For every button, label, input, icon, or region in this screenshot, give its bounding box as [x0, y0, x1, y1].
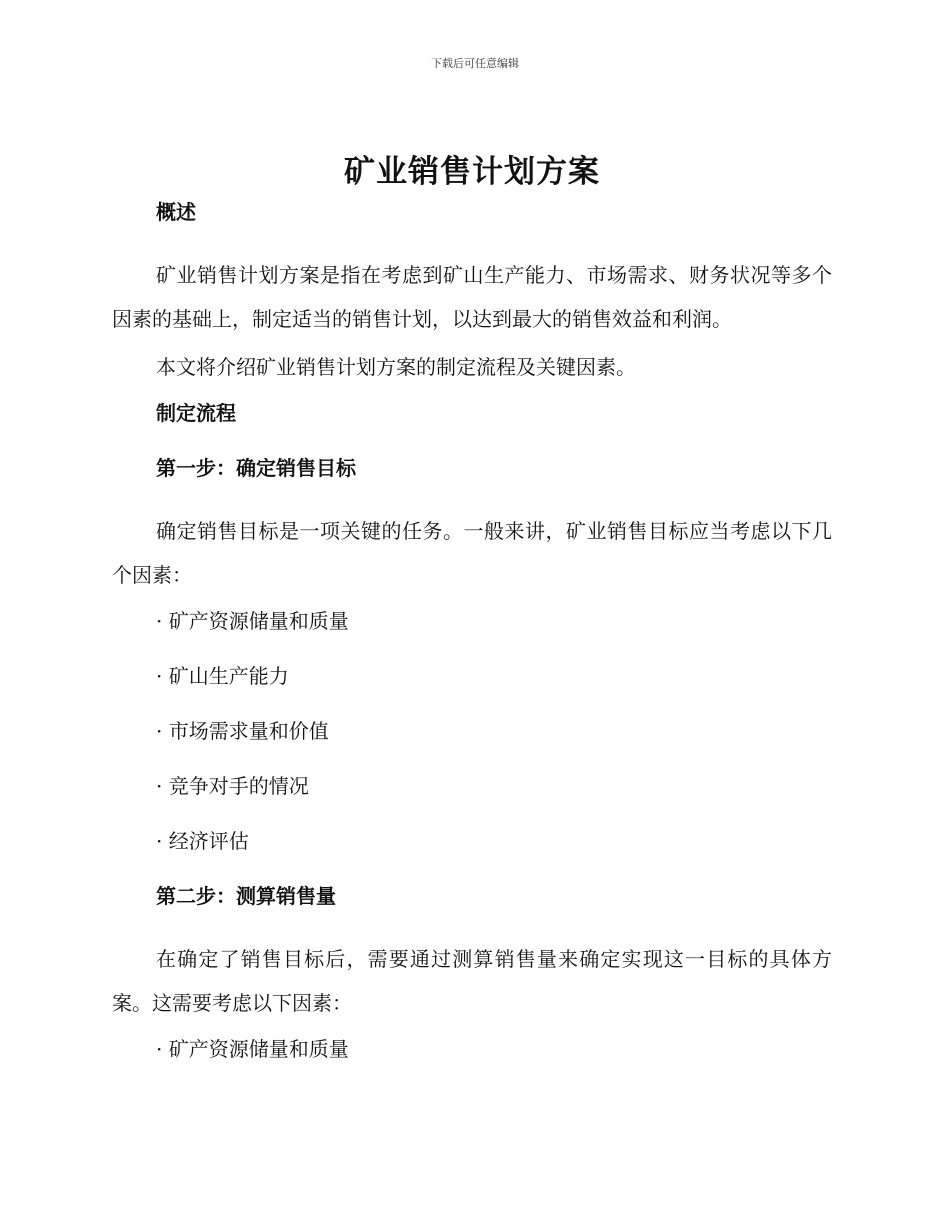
overview-paragraph-1: 矿业销售计划方案是指在考虑到矿山生产能力、市场需求、财务状况等多个因素的基础上，制定适当的销售计划，以达到最大的销售效益和利润。: [112, 263, 832, 331]
step1-bullet-2: · 矿山生产能力: [156, 664, 289, 688]
step1-bullet-5: · 经济评估: [156, 829, 249, 853]
step1-bullet-1: · 矿产资源储量和质量: [156, 609, 349, 633]
overview-heading: 概述: [156, 200, 196, 224]
step2-bullet-1: · 矿产资源储量和质量: [156, 1037, 349, 1061]
step1-paragraph: 确定销售目标是一项关键的任务。一般来讲，矿业销售目标应当考虑以下几个因素：: [112, 519, 832, 587]
step1-bullet-3: · 市场需求量和价值: [156, 719, 329, 743]
document-body: [112, 150, 832, 1090]
step2-heading: 第二步：测算销售量: [156, 884, 336, 908]
overview-paragraph-2: 本文将介绍矿业销售计划方案的制定流程及关键因素。: [156, 355, 636, 379]
document-title: 矿业销售计划方案: [344, 154, 600, 190]
step1-heading: 第一步：确定销售目标: [156, 456, 356, 480]
process-heading: 制定流程: [156, 401, 236, 425]
page-header-note: 下载后可任意编辑: [431, 57, 519, 70]
step2-paragraph: 在确定了销售目标后，需要通过测算销售量来确定实现这一目标的具体方案。这需要考虑以下因素：: [112, 947, 832, 1015]
step1-bullet-4: · 竞争对手的情况: [156, 774, 309, 798]
